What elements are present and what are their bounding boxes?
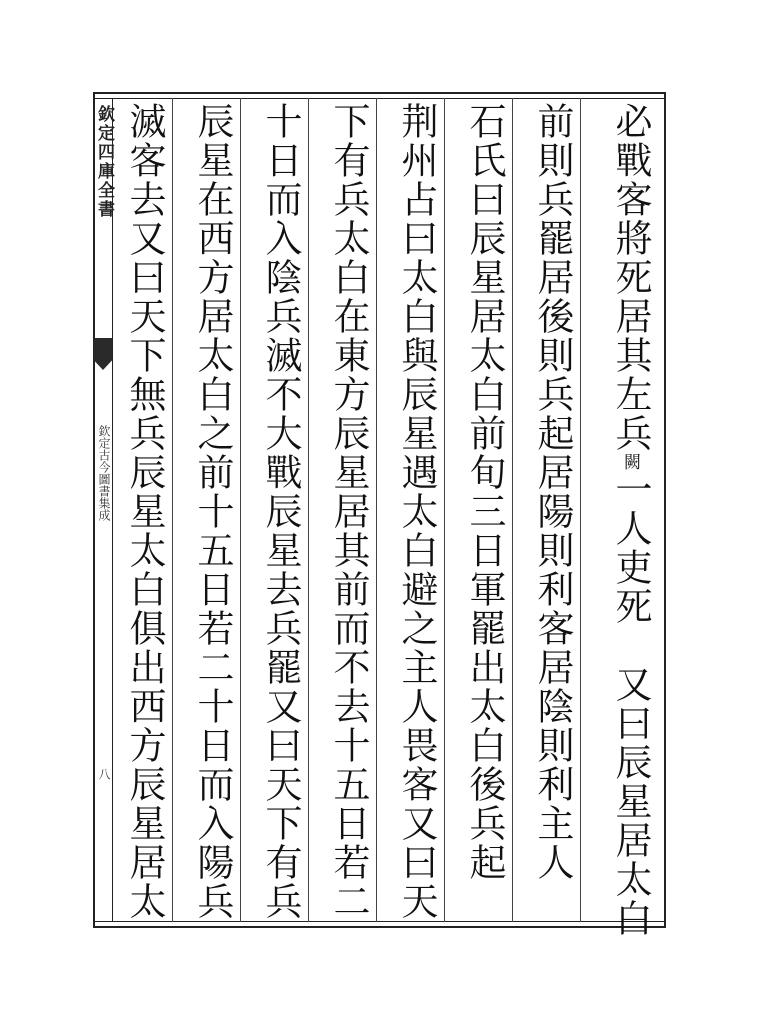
column-text: 一人吏死 又曰辰星居太白 [609, 470, 652, 938]
text-column-6 [254, 102, 306, 921]
column-text: 十日而入陰兵滅不大戰辰星去兵罷又曰天下有兵 [259, 102, 302, 921]
text-column-1 [604, 102, 656, 938]
gutter-book-title: 欽定四庫全書 [94, 105, 114, 219]
text-column-3 [458, 102, 510, 918]
text-column-2 [526, 102, 578, 918]
gutter-subtitle: 欽定古今圖書集成 [97, 425, 111, 521]
column-rule [308, 98, 309, 922]
inline-note: 闕 [620, 453, 640, 470]
text-column-4 [390, 102, 442, 921]
column-rule [172, 98, 173, 922]
column-text: 荆州占曰太白與辰星遇太白避之主人畏客又曰天 [395, 102, 438, 921]
column-text: 下有兵太白在東方辰星居其前而不去十五日若二 [327, 102, 370, 921]
column-text: 前則兵罷居後則兵起居陽則利客居陰則利主人 [531, 102, 574, 882]
column-rule [512, 98, 513, 922]
column-text: 必戰客將死居其左兵 [609, 102, 652, 453]
gutter-page-number: 八 [97, 768, 111, 780]
column-rule [580, 98, 581, 922]
column-rule [444, 98, 445, 922]
column-rule [376, 98, 377, 922]
text-column-7 [186, 102, 238, 921]
column-rule [240, 98, 241, 922]
text-column-5 [322, 102, 374, 921]
column-text: 石氏曰辰星居太白前旬三日軍罷出太白後兵起 [463, 102, 506, 882]
column-text: 滅客去又曰天下無兵辰星太白俱出西方辰星居太 [123, 102, 166, 921]
text-column-8 [118, 102, 170, 921]
column-text: 辰星在西方居太白之前十五日若二十日而入陽兵 [191, 102, 234, 921]
